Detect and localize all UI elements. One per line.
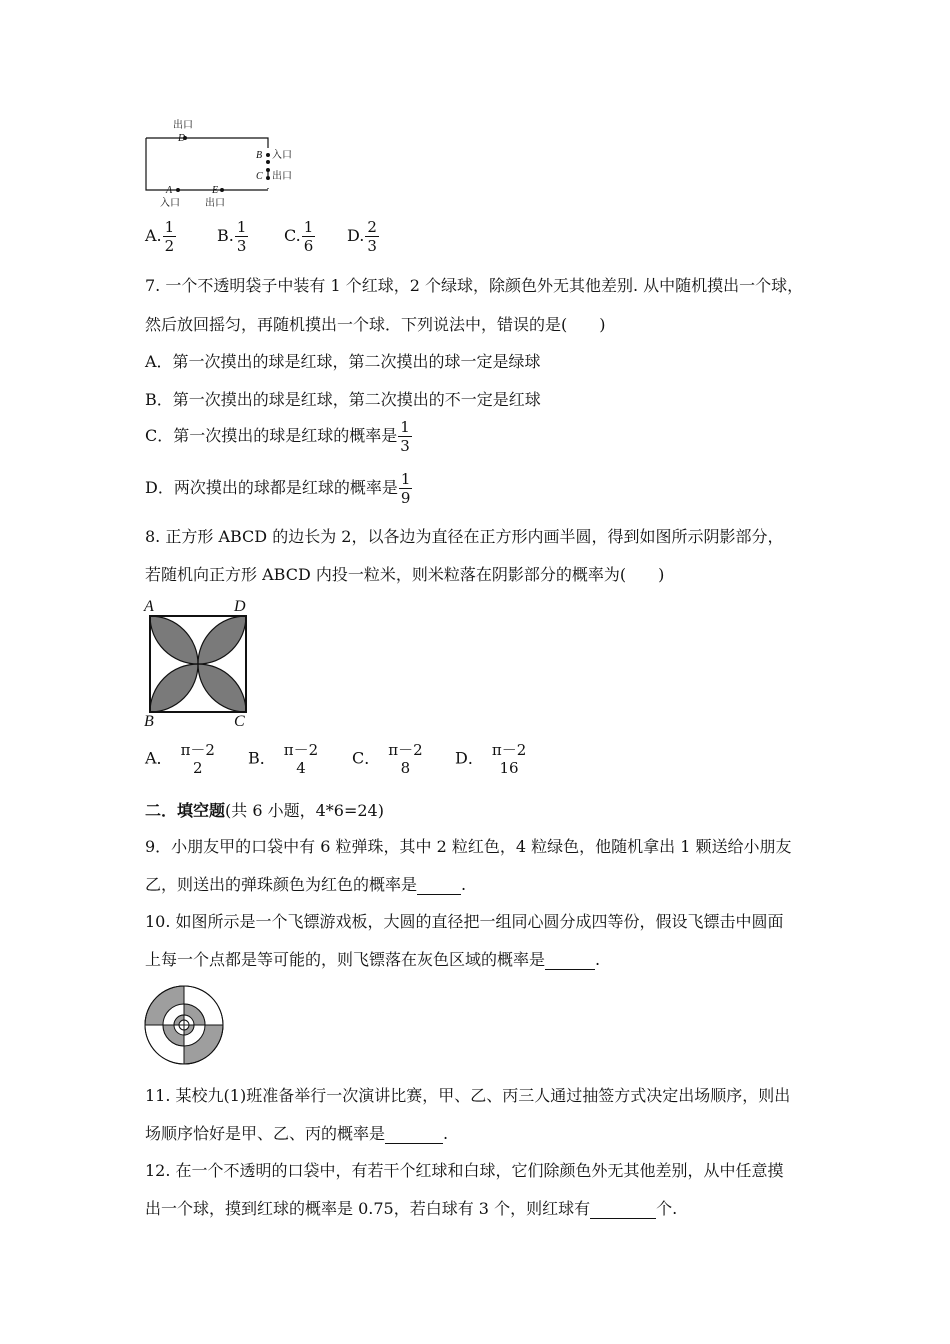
q6-option-d: D. $\frac{2}{3}$ [347,218,377,255]
q8-option-b: B． π－2 4 [248,741,319,777]
square-label-c: C [234,713,245,730]
maze-label-exit-right: 出口 [272,171,292,182]
maze-label-e: E [212,185,219,196]
maze-label-d: D [178,133,186,144]
section-heading [145,798,384,821]
q12-stem-line1: 12. 在一个不透明的口袋中，有若干个红球和白球，它们除颜色外无其他差别，从中任意摸 [145,1161,784,1180]
maze-label-b: B [256,150,263,161]
square-petal-figure [140,596,260,730]
maze-label-entry-bottom: 入口 [160,198,180,209]
maze-label-a: A [166,185,173,196]
maze-label-exit-top: 出口 [173,120,193,131]
q10-stem-line2: 上每一个点都是等可能的，则飞镖落在灰色区域的概率是 . [145,950,601,969]
q6-option-c: C. $\frac{1}{6}$ [284,218,314,255]
q12-answer-blank[interactable] [590,1199,656,1219]
q6-option-b: B. $\frac{1}{3}$ [217,218,247,255]
maze-label-c: C [256,171,263,182]
q10-answer-blank[interactable] [545,950,595,970]
maze-figure [140,118,305,213]
q8-stem-line1: 8. 正方形 ABCD 的边长为 2，以各边为直径在正方形内画半圆，得到如图所示阴影部分， [145,527,784,546]
q7-option-d: D．两次摸出的球都是红球的概率是 $\frac{1}{9}$ [145,470,411,507]
section-title: 二．填空题 [145,801,226,820]
q11-answer-blank[interactable] [385,1124,443,1144]
square-label-a: A [144,598,154,615]
q10-stem-line1: 10. 如图所示是一个飞镖游戏板，大圆的直径把一组同心圆分成四等份，假设飞镖击中圆面 [145,912,784,931]
q7-option-b: B．第一次摸出的球是红球，第二次摸出的不一定是红球 [145,390,541,409]
q9-answer-blank[interactable] [417,875,461,895]
square-label-b: B [144,713,154,730]
q7-stem-line1: 7. 一个不透明袋子中装有 1 个红球，2 个绿球，除颜色外无其他差别. 从中随机摸出一个球， [145,276,804,295]
q7-stem-line2: 然后放回摇匀，再随机摸出一个球．下列说法中，错误的是( ) [145,315,606,334]
q8-option-a: A． π－2 2 [145,741,215,777]
q11-stem-line2: 场顺序恰好是甲、乙、丙的概率是 . [145,1124,449,1143]
q8-stem-line2: 若随机向正方形 ABCD 内投一粒米，则米粒落在阴影部分的概率为( ) [145,565,665,584]
q6-option-a: A. $\frac{1}{2}$ [145,218,175,255]
q7-option-c: C．第一次摸出的球是红球的概率是 $\frac{1}{3}$ [145,418,410,455]
section-note: (共 6 小题，4*6=24) [225,801,384,820]
square-label-d: D [234,598,246,615]
maze-label-entry-right: 入口 [272,150,292,161]
q8-option-c: C． π－2 8 [352,741,423,777]
q11-stem-line1: 11. 某校九(1)班准备举行一次演讲比赛，甲、乙、丙三人通过抽签方式决定出场顺序，则出 [145,1086,791,1105]
dartboard-figure [142,983,226,1067]
q9-stem-line1: 9．小朋友甲的口袋中有 6 粒弹珠，其中 2 粒红色，4 粒绿色，他随机拿出 1 颗送给小朋友 [145,837,792,856]
q12-stem-line2: 出一个球，摸到红球的概率是 0.75，若白球有 3 个，则红球有 个. [145,1199,678,1218]
q7-option-a: A．第一次摸出的球是红球，第二次摸出的球一定是绿球 [145,352,541,371]
q6-options [145,218,379,255]
q9-stem-line2: 乙，则送出的弹珠颜色为红色的概率是 . [145,875,467,894]
maze-label-exit-bottom: 出口 [205,198,225,209]
q8-options [145,741,526,777]
q8-option-d: D． π－2 16 [455,741,527,777]
